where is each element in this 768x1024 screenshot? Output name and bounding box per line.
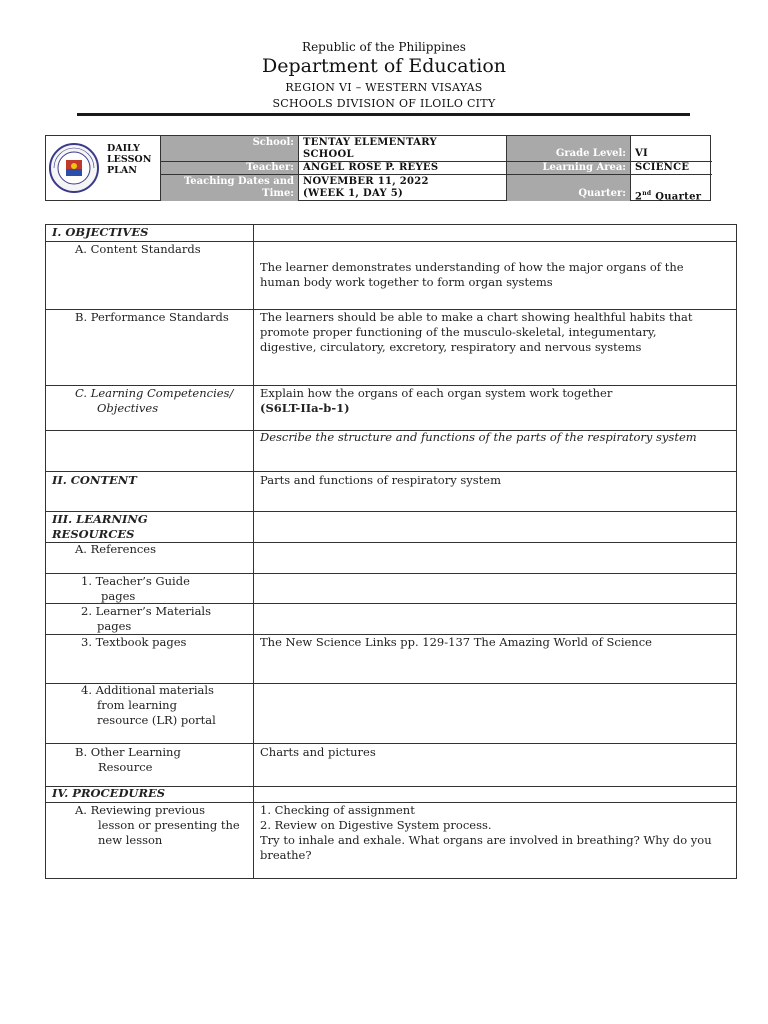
reviewing-lesson-value: 1. Checking of assignment 2. Review on Digestive System process. Try to inhale and exhale. What organs are involved in breathing? Why do you breathe? — [260, 803, 712, 862]
other-learning-resource-value: Charts and pictures — [260, 745, 376, 759]
textbook-pages-value: The New Science Links pp. 129-137 The Amazing World of Science — [260, 635, 652, 649]
school-value: TENTAY ELEMENTARY SCHOOL — [303, 137, 437, 160]
content-value: Parts and functions of respiratory system — [260, 473, 501, 487]
division-heading: SCHOOLS DIVISION OF ILOILO CITY — [272, 97, 496, 110]
additional-materials-label: 4. Additional materials from learning resource (LR) portal — [81, 683, 216, 727]
deped-seal-icon — [48, 142, 100, 194]
objectives-heading: I. OBJECTIVES — [52, 225, 149, 239]
performance-standards-value: The learners should be able to make a chart showing healthful habits that promote proper functioning of the musculo-skeletal, integumentary, digestive, circulatory, excretory, respiratory and nervous systems — [260, 310, 693, 354]
learning-competencies-label: C. Learning Competencies/ Objectives — [75, 386, 234, 415]
content-standards-value: The learner demonstrates understanding of how the major organs of the human body work together to form organ systems — [260, 260, 684, 289]
quarter-label: Quarter: — [507, 175, 630, 201]
teacher-label: Teacher: — [161, 162, 298, 174]
school-label: School: — [161, 136, 298, 161]
quarter-value: 2nd Quarter — [635, 190, 702, 201]
content-standards-label: A. Content Standards — [75, 242, 201, 256]
daily-lesson-plan-label: DAILY LESSON PLAN — [107, 143, 152, 176]
region-heading: REGION VI – WESTERN VISAYAS — [285, 81, 483, 94]
other-learning-resource-label: B. Other Learning Resource — [75, 745, 181, 774]
header-divider — [77, 113, 690, 116]
republic-heading: Republic of the Philippines — [302, 40, 466, 54]
performance-standards-label: B. Performance Standards — [75, 310, 229, 324]
learning-resources-heading: III. LEARNING RESOURCES — [52, 512, 148, 541]
grade-level-value: VI — [635, 148, 649, 159]
reviewing-lesson-label: A. Reviewing previous lesson or presenting the new lesson — [75, 803, 240, 847]
learning-competencies-value: Explain how the organs of each organ system work together (S6LT-IIa-b-1) — [260, 386, 613, 415]
textbook-pages-label: 3. Textbook pages — [81, 635, 187, 649]
teachers-guide-label: 1. Teacher’s Guide pages — [81, 574, 190, 603]
learners-materials-label: 2. Learner’s Materials pages — [81, 604, 212, 633]
lesson-info-table — [45, 135, 711, 201]
teacher-value: ANGEL ROSE P. REYES — [303, 162, 439, 173]
grade-level-label: Grade Level: — [507, 136, 630, 161]
content-heading: II. CONTENT — [52, 473, 137, 487]
learning-area-value: SCIENCE — [635, 162, 690, 173]
department-heading: Department of Education — [262, 55, 506, 77]
teaching-dates-label: Teaching Dates and Time: — [161, 175, 298, 201]
teaching-dates-value: NOVEMBER 11, 2022 (WEEK 1, DAY 5) — [303, 176, 429, 199]
learning-area-label: Learning Area: — [507, 162, 630, 174]
lesson-plan-table — [45, 224, 737, 879]
procedures-heading: IV. PROCEDURES — [52, 786, 166, 800]
references-label: A. References — [75, 542, 156, 556]
objective-describe: Describe the structure and functions of the parts of the respiratory system — [260, 430, 697, 444]
